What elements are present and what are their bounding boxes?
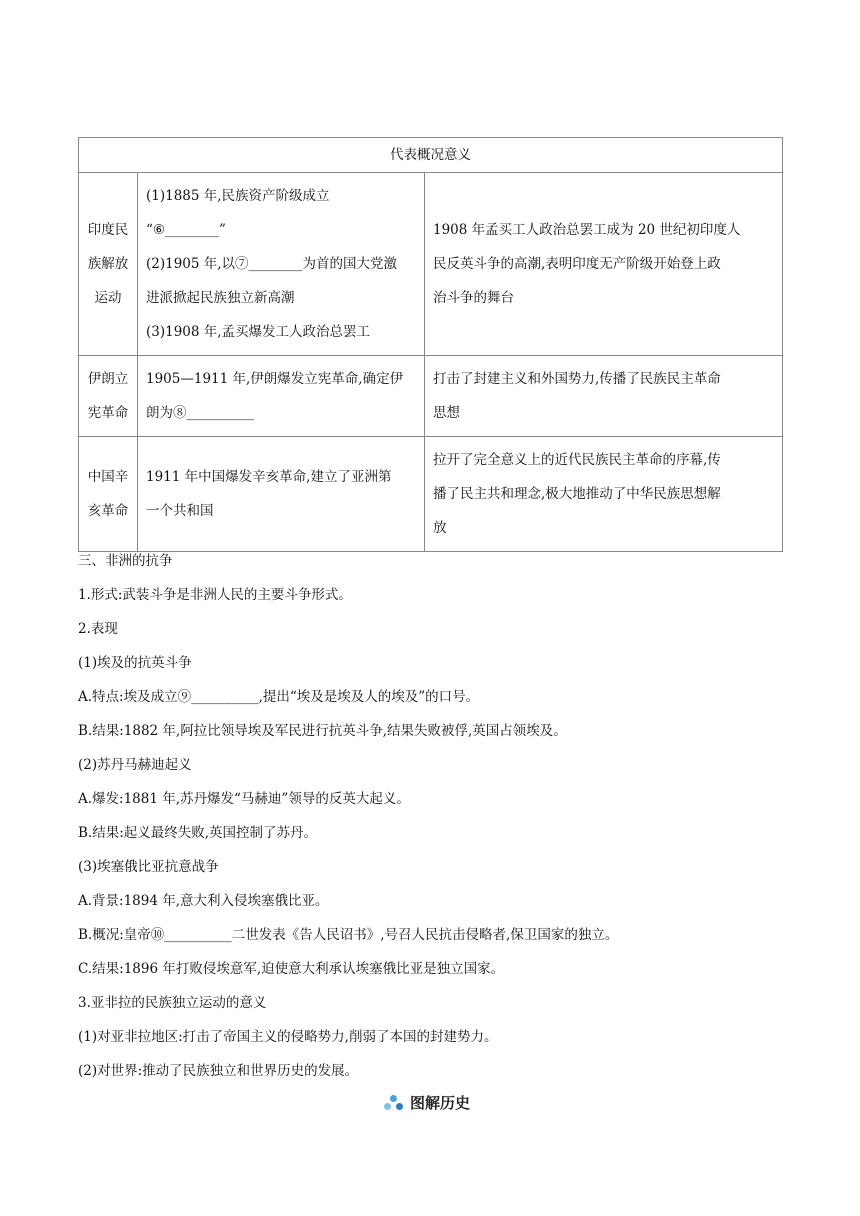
text-line: (3)埃塞俄比亚抗意战争: [78, 859, 219, 875]
text-line: 1.形式:武装斗争是非洲人民的主要斗争形式。: [78, 587, 352, 603]
movement-overview: [138, 437, 425, 552]
text-line: B.结果:起义最终失败,英国控制了苏丹。: [78, 825, 318, 841]
movement-significance: [425, 173, 783, 356]
text-line: B.概况:皇帝⑩__________二世发表《告人民诏书》,号召人民抗击侵略者,保卫国家的独立。: [78, 927, 619, 943]
movement-name: [79, 437, 138, 552]
text-line: 1908 年孟买工人政治总罢工成为 20 世纪初印度人: [433, 222, 741, 238]
dots-logo-icon: [384, 1095, 404, 1111]
footer-label: 图解历史: [410, 1094, 471, 1112]
history-summary-table: [78, 137, 783, 552]
text-line: 进派掀起民族独立新高潮: [146, 290, 295, 306]
text-line: 一个共和国: [146, 503, 214, 519]
table-header-row: [79, 138, 783, 173]
text-line: (1)埃及的抗英斗争: [78, 655, 192, 671]
text-line: (3)1908 年,孟买爆发工人政治总罢工: [146, 324, 371, 340]
table-row: [79, 173, 783, 356]
text-line: 放: [433, 520, 447, 536]
text-line: 运动: [94, 290, 122, 306]
movement-overview: [138, 173, 425, 356]
text-line: C.结果:1896 年打败侵埃意军,迫使意大利承认埃塞俄比亚是独立国家。: [78, 961, 505, 977]
text-line: 治斗争的舞台: [433, 290, 514, 306]
text-line: A.背景:1894 年,意大利入侵埃塞俄比亚。: [78, 893, 329, 909]
text-line: (1)对亚非拉地区:打击了帝国主义的侵略势力,削弱了本国的封建势力。: [78, 1029, 498, 1045]
section-heading: 三、非洲的抗争: [78, 553, 173, 569]
footer-logo: [384, 1092, 470, 1113]
text-line: (2)1905 年,以⑦________为首的国大党激: [146, 256, 398, 272]
movement-significance: [425, 356, 783, 437]
text-line: 2.表现: [78, 621, 118, 637]
movement-significance: [425, 437, 783, 552]
text-line: 亥革命: [87, 503, 129, 519]
text-line: (1)1885 年,民族资产阶级成立: [146, 188, 330, 204]
text-line: 拉开了完全意义上的近代民族民主革命的序幕,传: [433, 452, 721, 468]
text-line: 1905—1911 年,伊朗爆发立宪革命,确定伊: [146, 371, 404, 387]
text-line: 播了民主共和理念,极大地推动了中华民族思想解: [433, 486, 721, 502]
text-line: (2)对世界:推动了民族独立和世界历史的发展。: [78, 1063, 359, 1079]
africa-resistance-section: [78, 544, 783, 1088]
movement-name: [79, 356, 138, 437]
text-line: 民反英斗争的高潮,表明印度无产阶级开始登上政: [433, 256, 721, 272]
text-line: 族解放: [87, 256, 129, 272]
text-line: 中国辛: [87, 469, 129, 485]
text-line: 1911 年中国爆发辛亥革命,建立了亚洲第: [146, 469, 392, 485]
text-line: 印度民: [87, 222, 129, 238]
text-line: 思想: [433, 405, 460, 421]
movement-name: [79, 173, 138, 356]
movement-overview: [138, 356, 425, 437]
text-line: 伊朗立: [87, 371, 129, 387]
text-line: (2)苏丹马赫迪起义: [78, 757, 192, 773]
table-row: [79, 437, 783, 552]
text-line: 打击了封建主义和外国势力,传播了民族民主革命: [433, 371, 721, 387]
text-line: “⑥________”: [146, 222, 226, 238]
table-row: [79, 356, 783, 437]
text-line: A.特点:埃及成立⑨__________,提出“埃及是埃及人的埃及”的口号。: [78, 689, 480, 705]
text-line: B.结果:1882 年,阿拉比领导埃及军民进行抗英斗争,结果失败被俘,英国占领埃及。: [78, 723, 567, 739]
table-header: 代表概况意义: [79, 138, 783, 173]
text-line: 宪革命: [87, 405, 129, 421]
text-line: 朗为⑧__________: [146, 405, 254, 421]
text-line: A.爆发:1881 年,苏丹爆发“马赫迪”领导的反英大起义。: [78, 791, 410, 807]
text-line: 3.亚非拉的民族独立运动的意义: [78, 995, 267, 1011]
